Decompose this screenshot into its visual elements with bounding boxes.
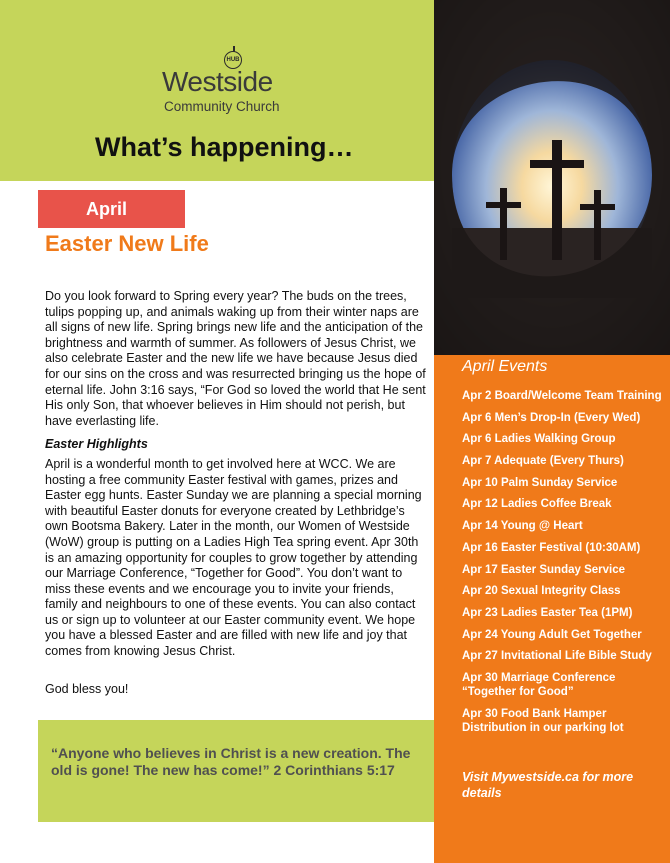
article-body	[45, 289, 428, 697]
church-logo	[162, 45, 312, 120]
logo-name: Westside	[162, 66, 273, 97]
event-item: Apr 24 Young Adult Get Together	[462, 628, 642, 641]
closing-line: God bless you!	[45, 681, 129, 696]
event-item: Apr 12 Ladies Coffee Break	[462, 498, 612, 511]
scripture-quote-box	[38, 720, 434, 822]
highlights-heading: Easter Highlights	[45, 437, 148, 452]
hub-icon: HUB	[224, 51, 242, 69]
events-list	[462, 389, 667, 742]
easter-crosses-photo	[434, 0, 670, 355]
event-item: Apr 14 Young @ Heart	[462, 520, 583, 533]
event-item: Apr 30 Marriage Conference “Together for Good”	[462, 671, 616, 698]
event-item: Apr 23 Ladies Easter Tea (1PM)	[462, 606, 633, 619]
intro-paragraph: Do you look forward to Spring every year? The buds on the trees, tulips popping up, and animals waking up from their winter naps are all signs of new life. Spring brings new life and the anticipation of the brightness and warmth of summer. As followers of Jesus Christ, we also celebrate Easter and the new life we have because Jesus died for our sins on the cross and was resurrected bringing us the hope of eternal life. John 3:16 says, “For God so loved the world that He sent His only Son, that whoever believes in Him should not perish, but have everlasting life.	[45, 289, 426, 428]
highlights-paragraph: April is a wonderful month to get involved here at WCC. We are hosting a free community Easter festival with games, prizes and Easter egg hunts. Easter Sunday we are planning a special morning with beautiful Easter donuts for everyone created by Lethbridge’s own Bootsma Bakery. Later in the month, our Women of Westside (WoW) group is putting on a Ladies High Tea spring event. Apr 30th is an amazing opportunity for couples to grow together by attending our Marriage Conference, “Together for Good”. You don’t want to miss these events and we encourage you to invite your friends, family and neighbours to one of these events. You can also contact us or sign up to volunteer at our Easter community event. We hope you have a blessed Easter and are filled with new life and joy that comes from knowing Jesus Christ.	[45, 456, 422, 659]
event-item: Apr 2 Board/Welcome Team Training	[462, 390, 662, 402]
website-link[interactable]: Visit Mywestside.ca for more details	[462, 770, 634, 800]
event-item: Apr 7 Adequate (Every Thurs)	[462, 455, 624, 468]
event-item: Apr 16 Easter Festival (10:30AM)	[462, 541, 641, 554]
event-item: Apr 20 Sexual Integrity Class	[462, 585, 621, 598]
section-title: Easter New Life	[45, 231, 209, 256]
event-item: Apr 30 Food Bank Hamper Distribution in our parking lot	[462, 707, 624, 734]
events-sidebar	[434, 355, 670, 863]
event-item: Apr 6 Men’s Drop-In (Every Wed)	[462, 411, 641, 424]
header-band	[0, 0, 434, 181]
event-item: Apr 10 Palm Sunday Service	[462, 476, 618, 489]
month-tab: April	[38, 190, 185, 228]
scripture-quote: “Anyone who believes in Christ is a new creation. The old is gone! The new has come!” 2 Corinthians 5:17	[51, 745, 411, 778]
events-title: April Events	[462, 358, 548, 375]
logo-subtitle: Community Church	[164, 99, 280, 114]
event-item: Apr 17 Easter Sunday Service	[462, 563, 625, 576]
event-item: Apr 6 Ladies Walking Group	[462, 433, 616, 446]
event-item: Apr 27 Invitational Life Bible Study	[462, 650, 652, 663]
page-headline: What’s happening…	[95, 132, 354, 162]
